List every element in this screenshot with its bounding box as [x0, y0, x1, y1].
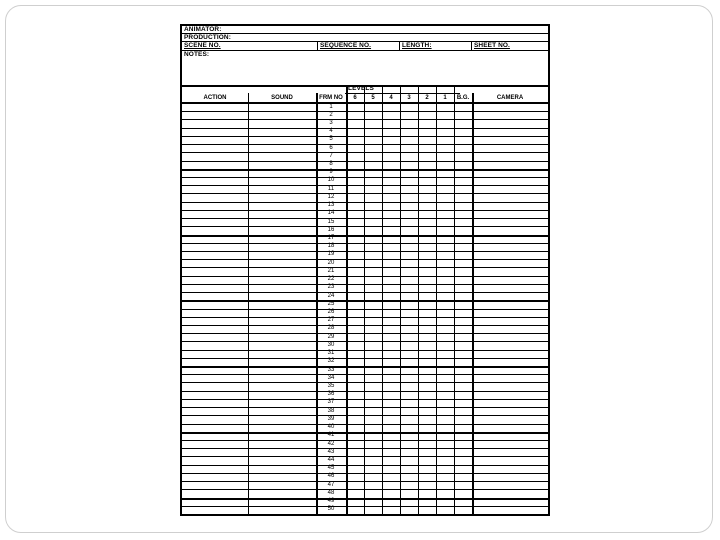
frame-row-rule [182, 128, 548, 129]
frame-row-rule [182, 498, 548, 500]
background-column-header: B.G. [456, 95, 470, 101]
frame-number: 3 [329, 119, 333, 126]
frame-number: 30 [327, 341, 335, 348]
frame-number: 46 [327, 473, 335, 480]
camera-column-header: CAMERA [496, 95, 524, 101]
frame-row-rule [182, 366, 548, 368]
frame-row-rule [182, 407, 548, 408]
frame-number: 34 [327, 374, 335, 381]
frame-row-rule [182, 374, 548, 375]
frame-row-rule [182, 292, 548, 293]
frame-number: 1 [329, 103, 333, 110]
frame-number: 6 [329, 144, 333, 151]
column-divider [248, 93, 249, 514]
frame-number: 36 [327, 391, 335, 398]
sequence-number-label: SEQUENCE NO. [320, 42, 372, 49]
frame-row-rule [182, 432, 548, 434]
frame-number: 35 [327, 382, 335, 389]
action-column-header: ACTION [203, 95, 227, 101]
frame-number: 21 [327, 267, 335, 274]
frame-number: 2 [329, 111, 333, 118]
production-label: PRODUCTION: [184, 34, 231, 41]
level-6-column-header: 6 [353, 95, 357, 101]
frame-number: 18 [327, 243, 335, 250]
header-rule [182, 41, 548, 42]
frame-number: 40 [327, 424, 335, 431]
frame-row-rule [182, 152, 548, 153]
frame-number: 48 [327, 489, 335, 496]
frame-number: 41 [327, 432, 335, 439]
frame-number: 26 [327, 309, 335, 315]
scene-number-label: SCENE NO. [184, 42, 221, 49]
frame-row-rule [182, 251, 548, 252]
frame-row-rule [182, 350, 548, 351]
frame-row-rule [182, 424, 548, 425]
header-divider [317, 41, 318, 50]
frame-row-rule [182, 169, 548, 171]
frame-number: 32 [327, 358, 335, 365]
frame-row-rule [182, 300, 548, 302]
sheet-number-label: SHEET NO. [474, 42, 510, 49]
level-2-column-header: 2 [425, 95, 429, 101]
level-1-column-header: 1 [443, 95, 447, 101]
notes-label: NOTES: [184, 51, 210, 58]
frame-row-rule [182, 465, 548, 466]
frame-row-rule [182, 185, 548, 186]
frame-row-rule [182, 317, 548, 318]
frame-row-rule [182, 506, 548, 507]
header-divider [399, 41, 400, 50]
frame-number: 49 [327, 498, 335, 505]
frame-number: 39 [327, 415, 335, 422]
animator-label: ANIMATOR: [184, 26, 222, 33]
frame-row-rule [182, 473, 548, 474]
frame-number: 44 [327, 456, 335, 463]
frame-row-rule [182, 448, 548, 449]
frame-number: 4 [329, 128, 333, 135]
frame-row-rule [182, 358, 548, 359]
frame-number: 22 [327, 276, 335, 283]
frame-row-rule [182, 259, 548, 260]
column-header-rule [182, 102, 548, 104]
frame-row-rule [182, 161, 548, 162]
frame-row-rule [182, 177, 548, 178]
frame-number: 12 [327, 193, 335, 200]
frame-row-rule [182, 481, 548, 482]
frame-row-rule [182, 218, 548, 219]
length-label: LENGTH: [402, 42, 432, 49]
frame-row-rule [182, 210, 548, 211]
level-3-column-header: 3 [407, 95, 411, 101]
frame-row-rule [182, 325, 548, 326]
frame-number: 5 [329, 136, 333, 143]
frame-row-rule [182, 399, 548, 400]
frame-number: 33 [327, 366, 335, 373]
frame-number: 8 [329, 161, 333, 168]
frame-number: 43 [327, 448, 335, 455]
frame-number: 29 [327, 333, 335, 340]
sound-column-header: SOUND [271, 95, 293, 101]
frame-number: 13 [327, 202, 335, 209]
frame-number: 28 [327, 325, 335, 332]
header-divider [471, 41, 472, 50]
frame-row-rule [182, 456, 548, 457]
frame-row-rule [182, 309, 548, 310]
frame-row-rule [182, 119, 548, 120]
frame-number: 24 [327, 292, 335, 299]
frame-number-column-header: FRM NO [319, 95, 343, 101]
frame-row-rule [182, 391, 548, 392]
notes-bottom-rule [182, 85, 548, 87]
frame-number: 16 [327, 226, 335, 233]
levels-label: LEVELS [348, 85, 374, 92]
frame-number: 45 [327, 465, 335, 472]
frame-row-rule [182, 284, 548, 285]
frame-number: 17 [327, 235, 335, 242]
frame-number: 47 [327, 481, 335, 488]
frame-row-rule [182, 341, 548, 342]
frame-number: 23 [327, 284, 335, 291]
frame-row-rule [182, 144, 548, 145]
frame-number: 14 [327, 210, 335, 217]
frame-row-rule [182, 226, 548, 227]
frame-row-rule [182, 267, 548, 268]
level-5-column-header: 5 [371, 95, 375, 101]
frame-row-rule [182, 382, 548, 383]
frame-number: 20 [327, 259, 335, 266]
frame-number: 15 [327, 218, 335, 225]
frame-number: 50 [327, 506, 335, 513]
frame-row-rule [182, 333, 548, 334]
frame-number: 9 [329, 169, 333, 176]
frame-row-rule [182, 276, 548, 277]
frame-row-rule [182, 489, 548, 490]
exposure-sheet [180, 24, 550, 516]
header-rule [182, 50, 548, 51]
frame-number: 37 [327, 399, 335, 406]
frame-row-rule [182, 440, 548, 441]
frame-row-rule [182, 193, 548, 194]
frame-row-rule [182, 136, 548, 137]
frame-number: 10 [327, 177, 335, 184]
frame-row-rule [182, 202, 548, 203]
frame-number: 25 [327, 300, 335, 307]
column-divider [472, 93, 474, 514]
frame-row-rule [182, 235, 548, 237]
frame-row-rule [182, 415, 548, 416]
frame-number: 27 [327, 317, 335, 324]
level-4-column-header: 4 [389, 95, 393, 101]
frame-number: 11 [327, 185, 335, 192]
header-rule [182, 33, 548, 34]
frame-number: 38 [327, 407, 335, 414]
frame-number: 31 [327, 350, 335, 357]
frame-number: 19 [327, 251, 335, 258]
frame-number: 42 [327, 440, 335, 447]
frame-row-rule [182, 243, 548, 244]
frame-row-rule [182, 111, 548, 112]
frame-number: 7 [329, 152, 333, 159]
